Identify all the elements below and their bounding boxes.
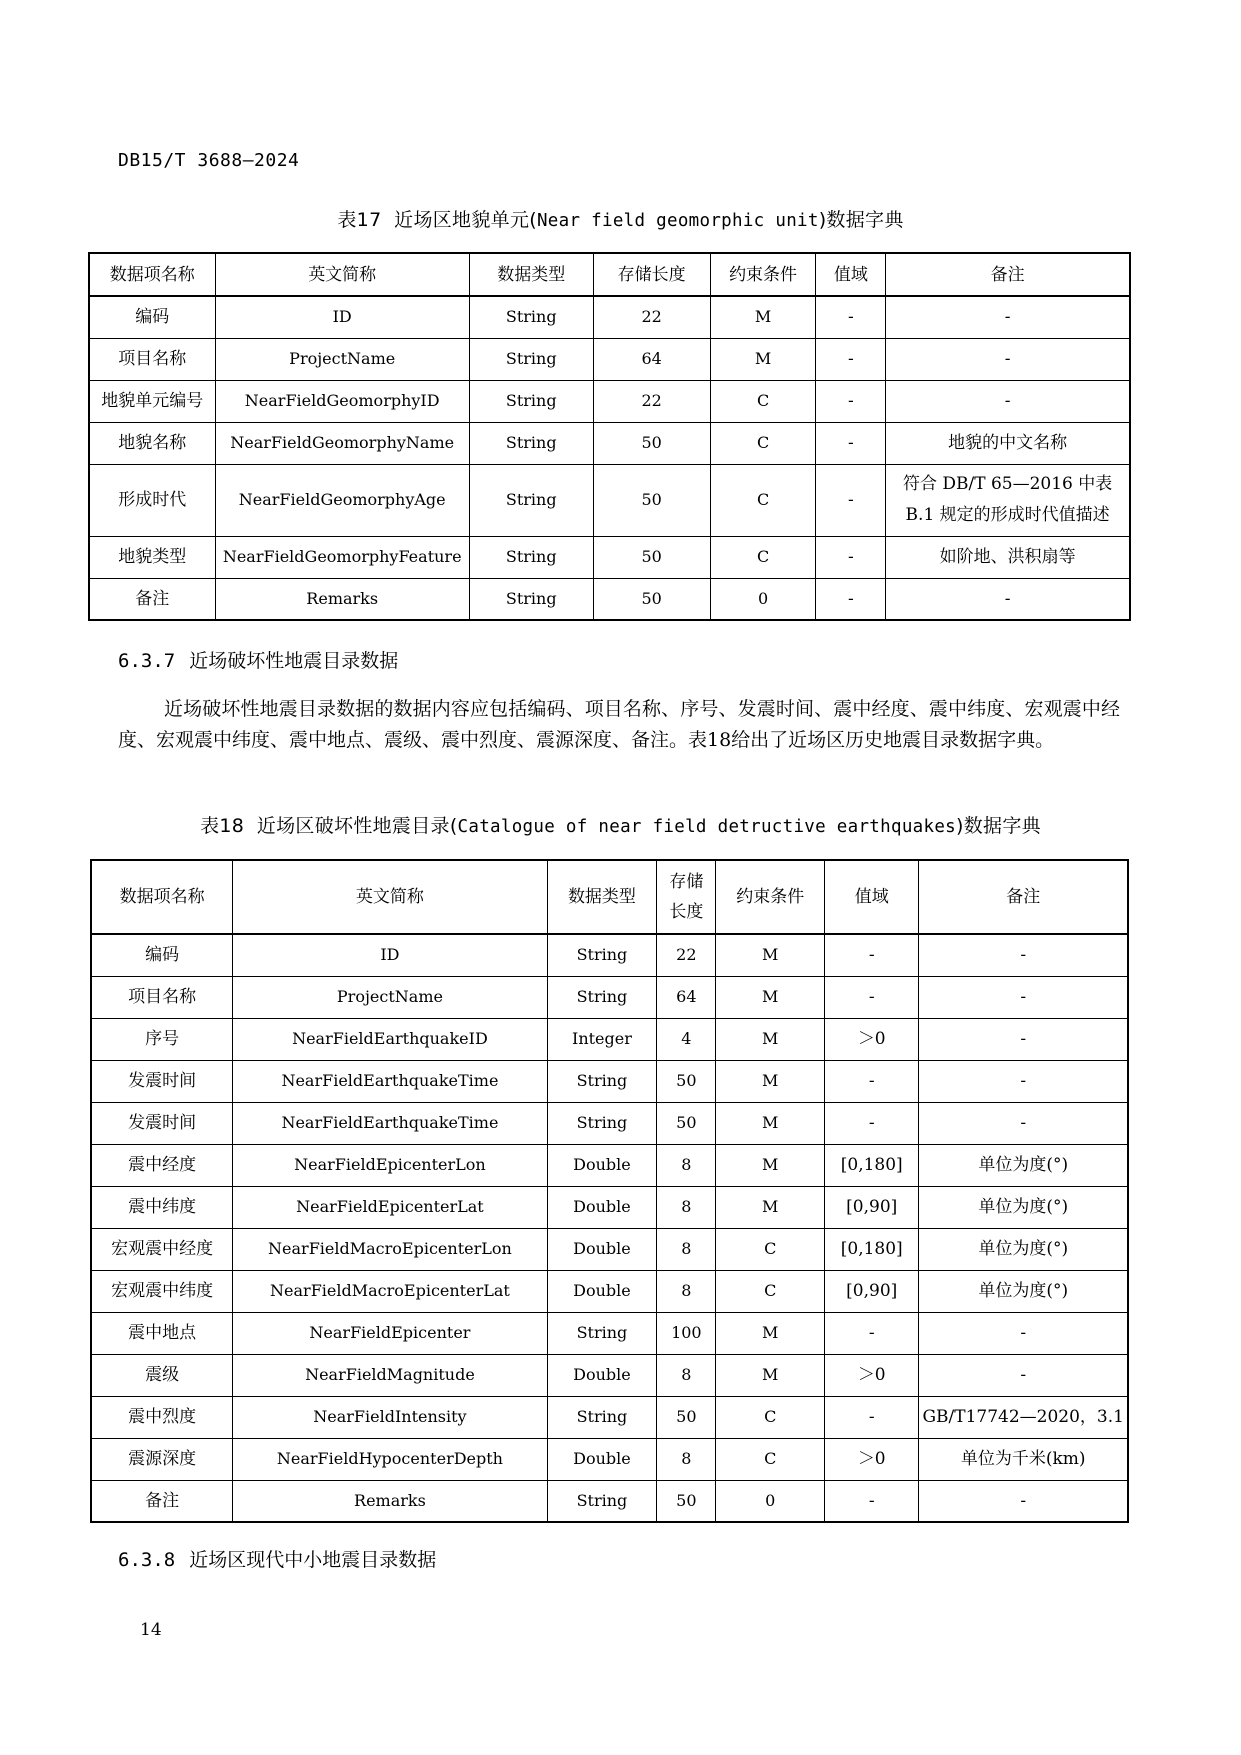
- table-cell: Remarks: [215, 578, 469, 620]
- column-header: 数据类型: [547, 860, 657, 934]
- table-cell: String: [547, 1060, 657, 1102]
- table-cell: ＞0: [825, 1018, 919, 1060]
- table-cell: String: [547, 1102, 657, 1144]
- table-cell: -: [825, 1312, 919, 1354]
- table-cell: -: [825, 934, 919, 976]
- table-cell: 震级: [91, 1354, 233, 1396]
- table-cell: 22: [593, 380, 710, 422]
- table-row: [89, 578, 1130, 620]
- table-cell: 单位为度(°): [919, 1270, 1128, 1312]
- table-cell: -: [919, 934, 1128, 976]
- table-cell: M: [716, 976, 825, 1018]
- table-cell: -: [919, 1018, 1128, 1060]
- table-cell: -: [919, 1060, 1128, 1102]
- table-cell: C: [710, 380, 816, 422]
- table-cell: -: [886, 578, 1130, 620]
- table18-caption-number: 表18: [200, 815, 245, 837]
- table-cell: 50: [593, 464, 710, 536]
- column-header: 英文简称: [233, 860, 548, 934]
- table-cell: 地貌类型: [89, 536, 215, 578]
- table-cell: String: [547, 1396, 657, 1438]
- table-cell: 编码: [89, 296, 215, 338]
- table-cell: Remarks: [233, 1480, 548, 1522]
- table-cell: M: [716, 1060, 825, 1102]
- table17-caption-suffix: )数据字典: [818, 209, 904, 231]
- table-cell: NearFieldEpicenter: [233, 1312, 548, 1354]
- table-cell: M: [716, 1354, 825, 1396]
- column-header: 备注: [886, 253, 1130, 296]
- table-cell: -: [825, 1102, 919, 1144]
- table-header-row: [91, 860, 1128, 934]
- table-cell: String: [547, 934, 657, 976]
- table-cell: 发震时间: [91, 1060, 233, 1102]
- table-cell: 震中纬度: [91, 1186, 233, 1228]
- table-cell: [0,90]: [825, 1270, 919, 1312]
- table-cell: -: [825, 1060, 919, 1102]
- table-cell: NearFieldGeomorphyAge: [215, 464, 469, 536]
- table-cell: String: [469, 578, 593, 620]
- table-cell: -: [919, 1354, 1128, 1396]
- table-cell: NearFieldGeomorphyName: [215, 422, 469, 464]
- table-cell: 地貌名称: [89, 422, 215, 464]
- table-cell: 符合 DB/T 65—2016 中表 B.1 规定的形成时代值描述: [886, 464, 1130, 536]
- table-cell: 宏观震中经度: [91, 1228, 233, 1270]
- table-cell: GB/T17742—2020，3.1: [919, 1396, 1128, 1438]
- table-cell: String: [469, 422, 593, 464]
- table-cell: 编码: [91, 934, 233, 976]
- table-cell: M: [716, 1102, 825, 1144]
- table-row: [89, 422, 1130, 464]
- table-row: [89, 380, 1130, 422]
- table-cell: 震中地点: [91, 1312, 233, 1354]
- table-cell: String: [469, 296, 593, 338]
- table-cell: NearFieldHypocenterDepth: [233, 1438, 548, 1480]
- table-cell: 100: [657, 1312, 716, 1354]
- table-cell: -: [816, 464, 886, 536]
- table-row: [91, 1270, 1128, 1312]
- table-cell: -: [816, 578, 886, 620]
- table-cell: 64: [657, 976, 716, 1018]
- table-cell: 0: [716, 1480, 825, 1522]
- table-cell: M: [710, 296, 816, 338]
- table-cell: 50: [657, 1480, 716, 1522]
- table-cell: 50: [593, 578, 710, 620]
- table-cell: NearFieldEarthquakeTime: [233, 1060, 548, 1102]
- table18-caption: [0, 811, 1241, 838]
- column-header: 备注: [919, 860, 1128, 934]
- table-cell: Double: [547, 1438, 657, 1480]
- table-row: [91, 1480, 1128, 1522]
- table-cell: 0: [710, 578, 816, 620]
- table-header-row: [89, 253, 1130, 296]
- table18-caption-english: Catalogue of near field detructive earthquakes: [457, 817, 956, 837]
- table-row: [91, 1228, 1128, 1270]
- table-cell: 震源深度: [91, 1438, 233, 1480]
- document-code: DB15/T 3688—2024: [118, 150, 300, 171]
- column-header: 约束条件: [710, 253, 816, 296]
- table-cell: 50: [593, 536, 710, 578]
- table-cell: [0,180]: [825, 1228, 919, 1270]
- table-cell: Double: [547, 1228, 657, 1270]
- table-row: [91, 1354, 1128, 1396]
- table-cell: C: [716, 1438, 825, 1480]
- table-cell: -: [886, 338, 1130, 380]
- table-cell: 如阶地、洪积扇等: [886, 536, 1130, 578]
- table18-caption-title: 近场区破坏性地震目录(: [256, 815, 458, 837]
- table-cell: 宏观震中纬度: [91, 1270, 233, 1312]
- table-cell: Integer: [547, 1018, 657, 1060]
- table-cell: 22: [657, 934, 716, 976]
- table-cell: 50: [657, 1060, 716, 1102]
- table-cell: ID: [233, 934, 548, 976]
- table-cell: Double: [547, 1186, 657, 1228]
- table-cell: 备注: [89, 578, 215, 620]
- section-number: 6.3.8: [118, 1549, 176, 1571]
- table-cell: -: [816, 422, 886, 464]
- table18-destructive-earthquake-catalogue-dictionary: [90, 859, 1129, 1523]
- table-cell: 8: [657, 1144, 716, 1186]
- table-cell: 单位为度(°): [919, 1186, 1128, 1228]
- table-cell: NearFieldMacroEpicenterLat: [233, 1270, 548, 1312]
- table-cell: -: [816, 380, 886, 422]
- table-cell: 8: [657, 1270, 716, 1312]
- table-cell: -: [919, 976, 1128, 1018]
- table-cell: M: [716, 1312, 825, 1354]
- table-cell: 发震时间: [91, 1102, 233, 1144]
- table-cell: 震中烈度: [91, 1396, 233, 1438]
- table-cell: ＞0: [825, 1438, 919, 1480]
- table-cell: 项目名称: [89, 338, 215, 380]
- table-cell: 项目名称: [91, 976, 233, 1018]
- table-cell: 震中经度: [91, 1144, 233, 1186]
- table-cell: -: [816, 338, 886, 380]
- table-cell: Double: [547, 1270, 657, 1312]
- table-row: [91, 1144, 1128, 1186]
- table-cell: 50: [657, 1396, 716, 1438]
- column-header: 值域: [825, 860, 919, 934]
- section-title: 近场破坏性地震目录数据: [189, 650, 399, 672]
- column-header: 英文简称: [215, 253, 469, 296]
- table-cell: 备注: [91, 1480, 233, 1522]
- table-cell: M: [716, 1018, 825, 1060]
- table-cell: 序号: [91, 1018, 233, 1060]
- table-cell: -: [886, 296, 1130, 338]
- table-cell: C: [716, 1396, 825, 1438]
- section-6-3-7-paragraph: 近场破坏性地震目录数据的数据内容应包括编码、项目名称、序号、发震时间、震中经度、震中纬度、宏观震中经度、宏观震中纬度、震中地点、震级、震中烈度、震源深度、备注。表18给出了近场区历史地震目录数据字典。: [118, 698, 1120, 751]
- table-cell: 22: [593, 296, 710, 338]
- table-cell: 形成时代: [89, 464, 215, 536]
- table-cell: [0,90]: [825, 1186, 919, 1228]
- table-cell: C: [710, 464, 816, 536]
- section-title: 近场区现代中小地震目录数据: [189, 1549, 437, 1571]
- table-row: [91, 1060, 1128, 1102]
- table-cell: M: [716, 1144, 825, 1186]
- column-header: 数据项名称: [91, 860, 233, 934]
- table-row: [91, 1312, 1128, 1354]
- table-cell: 64: [593, 338, 710, 380]
- table-cell: String: [547, 976, 657, 1018]
- table-cell: Double: [547, 1354, 657, 1396]
- table-cell: 地貌的中文名称: [886, 422, 1130, 464]
- table-cell: 地貌单元编号: [89, 380, 215, 422]
- table-cell: -: [825, 1396, 919, 1438]
- table-row: [89, 296, 1130, 338]
- table-cell: -: [825, 1480, 919, 1522]
- table17-caption-title: 近场区地貌单元(: [394, 209, 537, 231]
- table-cell: -: [816, 296, 886, 338]
- table-cell: NearFieldEpicenterLon: [233, 1144, 548, 1186]
- table-cell: ProjectName: [233, 976, 548, 1018]
- table-cell: 4: [657, 1018, 716, 1060]
- table-row: [89, 338, 1130, 380]
- table-cell: NearFieldMacroEpicenterLon: [233, 1228, 548, 1270]
- table-cell: String: [469, 536, 593, 578]
- table-row: [89, 464, 1130, 536]
- table17-caption-number: 表17: [337, 209, 382, 231]
- table-cell: NearFieldGeomorphyID: [215, 380, 469, 422]
- table-cell: -: [825, 976, 919, 1018]
- table-row: [91, 976, 1128, 1018]
- table-cell: ID: [215, 296, 469, 338]
- column-header: 约束条件: [716, 860, 825, 934]
- table18-caption-suffix: )数据字典: [956, 815, 1041, 837]
- table-row: [91, 1396, 1128, 1438]
- table-row: [91, 934, 1128, 976]
- table17-caption: [0, 205, 1241, 232]
- section-number: 6.3.7: [118, 650, 176, 672]
- table-cell: String: [469, 338, 593, 380]
- table-cell: M: [710, 338, 816, 380]
- column-header: 存储长度: [593, 253, 710, 296]
- page-number: 14: [140, 1620, 162, 1640]
- section-6-3-8-heading: [118, 1545, 436, 1572]
- column-header: 值域: [816, 253, 886, 296]
- table-cell: String: [547, 1312, 657, 1354]
- table-cell: Double: [547, 1144, 657, 1186]
- column-header: 数据项名称: [89, 253, 215, 296]
- table-cell: 单位为度(°): [919, 1228, 1128, 1270]
- table-cell: String: [469, 464, 593, 536]
- column-header: 存储长度: [657, 860, 716, 934]
- table-cell: 8: [657, 1438, 716, 1480]
- table-row: [91, 1438, 1128, 1480]
- table-row: [91, 1186, 1128, 1228]
- table17-geomorphic-unit-dictionary: [88, 252, 1131, 621]
- table-cell: 8: [657, 1228, 716, 1270]
- table-cell: -: [919, 1480, 1128, 1522]
- table-row: [89, 536, 1130, 578]
- table17-caption-english: Near field geomorphic unit: [536, 211, 819, 231]
- table-cell: 8: [657, 1186, 716, 1228]
- table-cell: 单位为千米(km): [919, 1438, 1128, 1480]
- table-cell: NearFieldEpicenterLat: [233, 1186, 548, 1228]
- table-cell: 单位为度(°): [919, 1144, 1128, 1186]
- table-cell: NearFieldEarthquakeID: [233, 1018, 548, 1060]
- table-cell: String: [469, 380, 593, 422]
- table-row: [91, 1102, 1128, 1144]
- table-cell: -: [816, 536, 886, 578]
- table-row: [91, 1018, 1128, 1060]
- table-cell: C: [716, 1228, 825, 1270]
- table-cell: -: [919, 1102, 1128, 1144]
- table-cell: -: [886, 380, 1130, 422]
- table-cell: 50: [593, 422, 710, 464]
- table-cell: C: [710, 536, 816, 578]
- table-cell: M: [716, 934, 825, 976]
- column-header: 数据类型: [469, 253, 593, 296]
- section-6-3-7-heading: [118, 646, 398, 673]
- table-cell: NearFieldGeomorphyFeature: [215, 536, 469, 578]
- table-cell: M: [716, 1186, 825, 1228]
- table-cell: [0,180]: [825, 1144, 919, 1186]
- table-cell: ProjectName: [215, 338, 469, 380]
- table-cell: 8: [657, 1354, 716, 1396]
- table-cell: -: [919, 1312, 1128, 1354]
- table-cell: NearFieldIntensity: [233, 1396, 548, 1438]
- table-cell: C: [710, 422, 816, 464]
- table-cell: String: [547, 1480, 657, 1522]
- table-cell: 50: [657, 1102, 716, 1144]
- table-cell: ＞0: [825, 1354, 919, 1396]
- table-cell: C: [716, 1270, 825, 1312]
- table-cell: NearFieldMagnitude: [233, 1354, 548, 1396]
- table-cell: NearFieldEarthquakeTime: [233, 1102, 548, 1144]
